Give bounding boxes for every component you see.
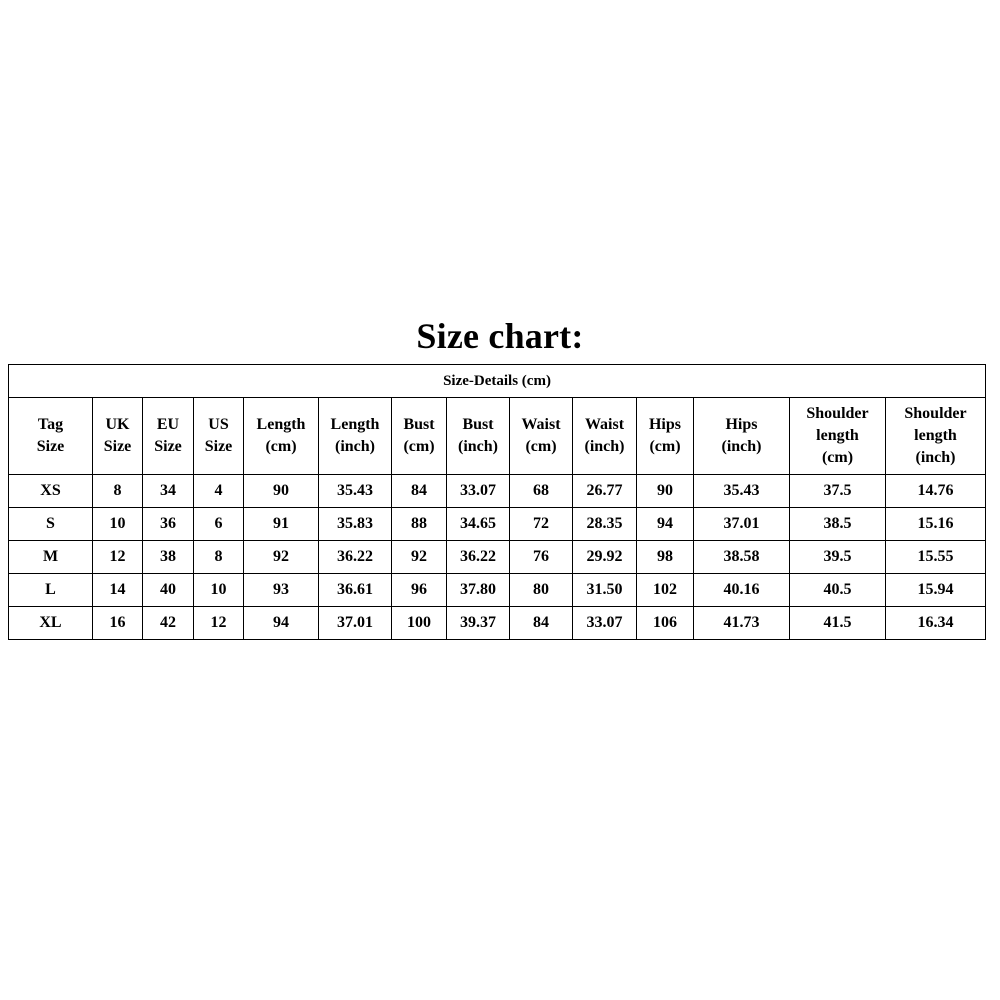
column-header-line: (cm) bbox=[403, 438, 435, 455]
column-header-line: Hips bbox=[725, 416, 758, 433]
column-header bbox=[790, 398, 886, 475]
table-cell: 90 bbox=[637, 475, 694, 508]
table-cell: 93 bbox=[244, 574, 319, 607]
table-row bbox=[9, 541, 986, 574]
table-cell: 10 bbox=[93, 508, 143, 541]
column-header-line: Tag bbox=[37, 416, 64, 433]
table-cell: 40 bbox=[143, 574, 194, 607]
table-row bbox=[9, 475, 986, 508]
column-header-line: (inch) bbox=[335, 438, 375, 455]
table-cell: 38.5 bbox=[790, 508, 886, 541]
column-header bbox=[244, 398, 319, 475]
column-header-line: Size bbox=[204, 438, 233, 455]
column-header-line: Waist bbox=[584, 416, 625, 433]
column-header-line: (cm) bbox=[525, 438, 557, 455]
column-header-line: (inch) bbox=[721, 438, 762, 455]
table-caption-row bbox=[9, 365, 986, 398]
table-cell: 33.07 bbox=[573, 607, 637, 640]
column-header bbox=[143, 398, 194, 475]
table-cell: 34 bbox=[143, 475, 194, 508]
tag-size-cell: XL bbox=[9, 607, 93, 640]
table-cell: 36.22 bbox=[447, 541, 510, 574]
table-cell: 98 bbox=[637, 541, 694, 574]
column-header bbox=[573, 398, 637, 475]
column-header-line: (cm) bbox=[265, 438, 297, 455]
table-header-row bbox=[9, 398, 986, 475]
table-cell: 36.61 bbox=[319, 574, 392, 607]
table-cell: 8 bbox=[93, 475, 143, 508]
table-cell: 90 bbox=[244, 475, 319, 508]
table-cell: 16 bbox=[93, 607, 143, 640]
table-cell: 40.5 bbox=[790, 574, 886, 607]
column-header-line: (cm) bbox=[649, 438, 681, 455]
table-cell: 15.94 bbox=[886, 574, 986, 607]
table-cell: 41.73 bbox=[694, 607, 790, 640]
table-cell: 35.83 bbox=[319, 508, 392, 541]
table-row bbox=[9, 607, 986, 640]
table-cell: 15.55 bbox=[886, 541, 986, 574]
table-cell: 33.07 bbox=[447, 475, 510, 508]
table-cell: 41.5 bbox=[790, 607, 886, 640]
table-cell: 94 bbox=[637, 508, 694, 541]
table-cell: 42 bbox=[143, 607, 194, 640]
table-cell: 29.92 bbox=[573, 541, 637, 574]
table-cell: 16.34 bbox=[886, 607, 986, 640]
table-cell: 14.76 bbox=[886, 475, 986, 508]
table-cell: 94 bbox=[244, 607, 319, 640]
column-header-line: length bbox=[816, 427, 859, 444]
table-cell: 35.43 bbox=[694, 475, 790, 508]
table-cell: 10 bbox=[194, 574, 244, 607]
column-header-line: EU bbox=[156, 416, 180, 433]
column-header-line: Size bbox=[103, 438, 132, 455]
table-cell: 100 bbox=[392, 607, 447, 640]
table-cell: 39.5 bbox=[790, 541, 886, 574]
column-header-line: (cm) bbox=[821, 449, 854, 466]
table-cell: 35.43 bbox=[319, 475, 392, 508]
table-cell: 8 bbox=[194, 541, 244, 574]
column-header bbox=[447, 398, 510, 475]
table-cell: 84 bbox=[510, 607, 573, 640]
column-header-line: Bust bbox=[462, 416, 494, 433]
column-header-line: Length bbox=[256, 416, 306, 433]
tag-size-cell: S bbox=[9, 508, 93, 541]
table-cell: 37.01 bbox=[319, 607, 392, 640]
table-cell: 84 bbox=[392, 475, 447, 508]
table-cell: 92 bbox=[392, 541, 447, 574]
column-header bbox=[392, 398, 447, 475]
table-cell: 4 bbox=[194, 475, 244, 508]
column-header bbox=[93, 398, 143, 475]
column-header-line: Size bbox=[36, 438, 65, 455]
table-row bbox=[9, 574, 986, 607]
table-cell: 36 bbox=[143, 508, 194, 541]
table-cell: 37.80 bbox=[447, 574, 510, 607]
column-header-line: Size bbox=[154, 438, 182, 455]
column-header bbox=[886, 398, 986, 475]
table-cell: 28.35 bbox=[573, 508, 637, 541]
column-header-line: (inch) bbox=[458, 438, 498, 455]
column-header-line: UK bbox=[105, 416, 130, 433]
table-cell: 76 bbox=[510, 541, 573, 574]
column-header bbox=[319, 398, 392, 475]
column-header-line: Bust bbox=[403, 416, 435, 433]
column-header bbox=[694, 398, 790, 475]
table-cell: 102 bbox=[637, 574, 694, 607]
table-cell: 40.16 bbox=[694, 574, 790, 607]
table-cell: 37.01 bbox=[694, 508, 790, 541]
table-cell: 91 bbox=[244, 508, 319, 541]
table-row bbox=[9, 508, 986, 541]
column-header bbox=[637, 398, 694, 475]
page-title: Size chart: bbox=[416, 316, 584, 356]
table-cell: 12 bbox=[93, 541, 143, 574]
table-cell: 26.77 bbox=[573, 475, 637, 508]
table-cell: 80 bbox=[510, 574, 573, 607]
table-cell: 72 bbox=[510, 508, 573, 541]
table-cell: 6 bbox=[194, 508, 244, 541]
column-header-line: Length bbox=[330, 416, 380, 433]
column-header-line: (inch) bbox=[584, 438, 625, 455]
tag-size-cell: XS bbox=[9, 475, 93, 508]
table-cell: 34.65 bbox=[447, 508, 510, 541]
size-chart-table bbox=[8, 364, 986, 640]
tag-size-cell: L bbox=[9, 574, 93, 607]
table-cell: 38.58 bbox=[694, 541, 790, 574]
table-cell: 15.16 bbox=[886, 508, 986, 541]
column-header-line: Shoulder bbox=[904, 405, 967, 422]
table-cell: 92 bbox=[244, 541, 319, 574]
table-cell: 14 bbox=[93, 574, 143, 607]
table-cell: 106 bbox=[637, 607, 694, 640]
table-cell: 38 bbox=[143, 541, 194, 574]
tag-size-cell: M bbox=[9, 541, 93, 574]
column-header-line: Waist bbox=[521, 416, 561, 433]
table-cell: 88 bbox=[392, 508, 447, 541]
table-cell: 31.50 bbox=[573, 574, 637, 607]
table-cell: 12 bbox=[194, 607, 244, 640]
table-caption: Size-Details (cm) bbox=[9, 365, 986, 398]
table-cell: 36.22 bbox=[319, 541, 392, 574]
table-cell: 96 bbox=[392, 574, 447, 607]
column-header-line: Shoulder bbox=[806, 405, 869, 422]
column-header bbox=[194, 398, 244, 475]
column-header bbox=[9, 398, 93, 475]
column-header-line: Hips bbox=[648, 416, 681, 433]
column-header-line: length bbox=[914, 427, 957, 444]
table-cell: 68 bbox=[510, 475, 573, 508]
table-cell: 39.37 bbox=[447, 607, 510, 640]
column-header bbox=[510, 398, 573, 475]
table-cell: 37.5 bbox=[790, 475, 886, 508]
column-header-line: (inch) bbox=[915, 449, 956, 466]
column-header-line: US bbox=[208, 416, 229, 433]
